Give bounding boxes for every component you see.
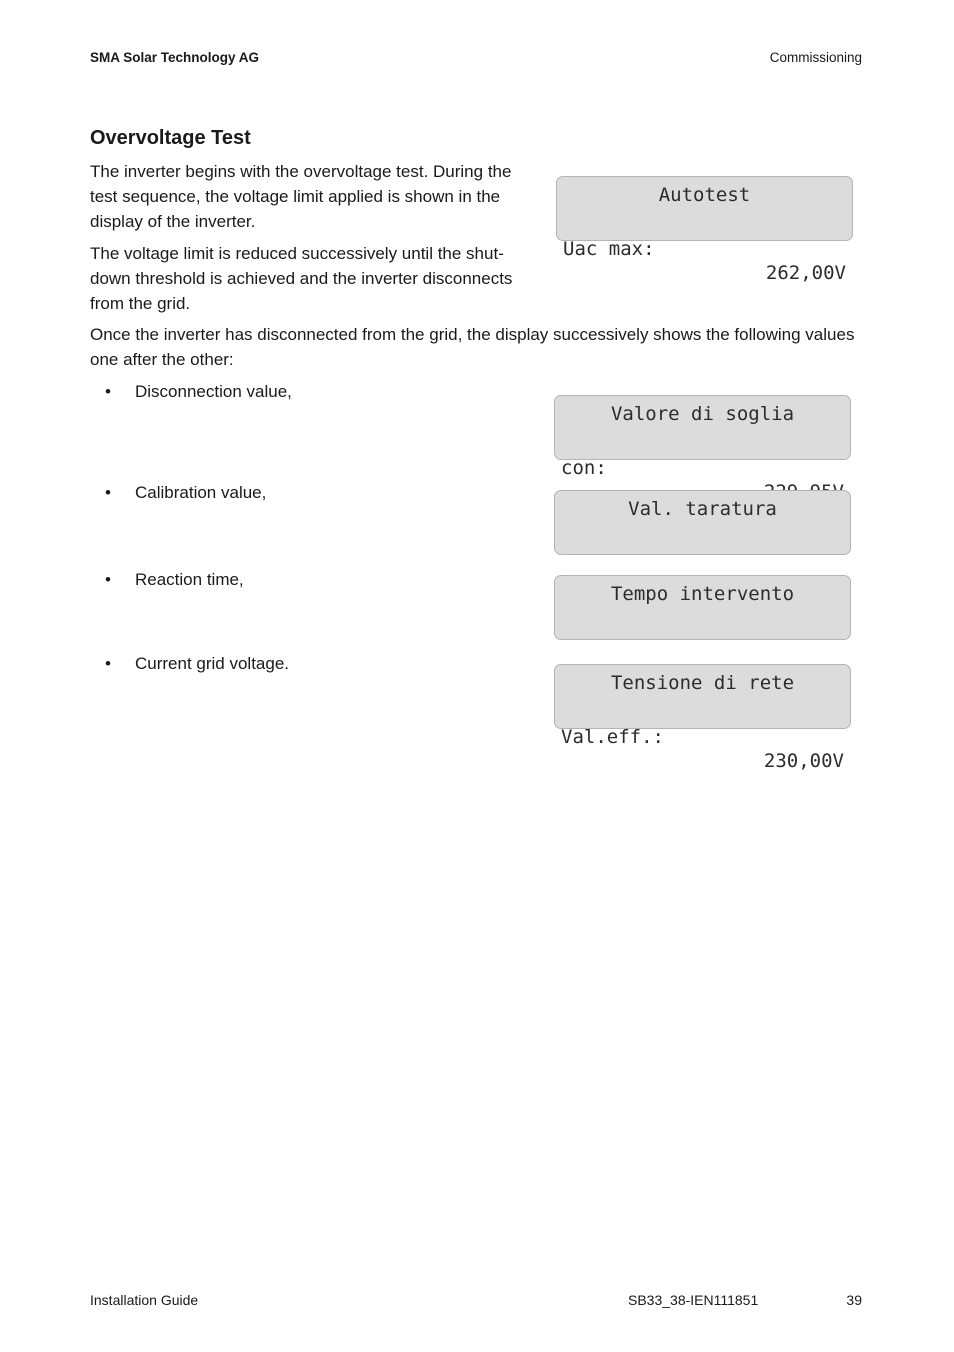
lcd-line-2 — [563, 213, 846, 284]
lcd-line-1: Autotest — [658, 184, 751, 206]
paragraph-sequence: Once the inverter has disconnected from the grid, the display successively shows the following values one after the other: — [90, 325, 855, 369]
paragraph-reduction: The voltage limit is reduced successively until the shut-down threshold is achieved and the inverter disconnects from the grid. — [90, 244, 513, 313]
lcd-line-1: Valore di soglia — [610, 403, 795, 425]
header-section: Commissioning — [769, 50, 862, 65]
list-item — [105, 567, 244, 592]
lcd-line-2 — [561, 527, 844, 551]
bullet-dot: • — [105, 382, 111, 401]
lcd-line-2 — [561, 612, 844, 636]
lcd-line-2 — [561, 701, 844, 772]
lcd-line-1: Tempo intervento — [610, 583, 795, 605]
list-item-text: Reaction time, — [135, 570, 244, 589]
list-item — [105, 651, 289, 676]
lcd-display-disconnection — [554, 395, 851, 479]
paragraph-intro: The inverter begins with the overvoltage test. During the test sequence, the voltage limit applied is shown in the display of the inverter. — [90, 162, 512, 231]
lcd-value: 262,00V — [765, 262, 846, 284]
section-title: Overvoltage Test — [90, 127, 251, 149]
bullet-dot: • — [105, 483, 111, 502]
bullet-dot: • — [105, 654, 111, 673]
list-item — [105, 379, 292, 404]
lcd-line-1: Val. taratura — [628, 498, 777, 520]
list-item-text: Current grid voltage. — [135, 654, 290, 673]
lcd-label: Uac max: — [563, 238, 655, 260]
lcd-display-autotest — [556, 176, 853, 284]
footer-page-number: 39 — [846, 1292, 862, 1308]
footer-document-id: SB33_38-IEN111851 — [628, 1292, 759, 1308]
list-item-text: Calibration value, — [135, 483, 267, 502]
list-item — [105, 480, 266, 505]
lcd-label: con: — [561, 457, 607, 479]
lcd-label: Val.eff.: — [561, 726, 664, 748]
lcd-line-1: Tensione di rete — [610, 672, 795, 694]
lcd-display-reaction-time — [554, 575, 851, 640]
lcd-display-grid-voltage — [554, 664, 851, 772]
lcd-display-calibration — [554, 490, 851, 555]
footer-guide-title: Installation Guide — [90, 1292, 199, 1308]
bullet-dot: • — [105, 570, 111, 589]
header-company: SMA Solar Technology AG — [90, 50, 260, 65]
lcd-line-2 — [561, 432, 844, 479]
list-item-text: Disconnection value, — [135, 382, 292, 401]
lcd-value: 230,00V — [763, 750, 844, 772]
